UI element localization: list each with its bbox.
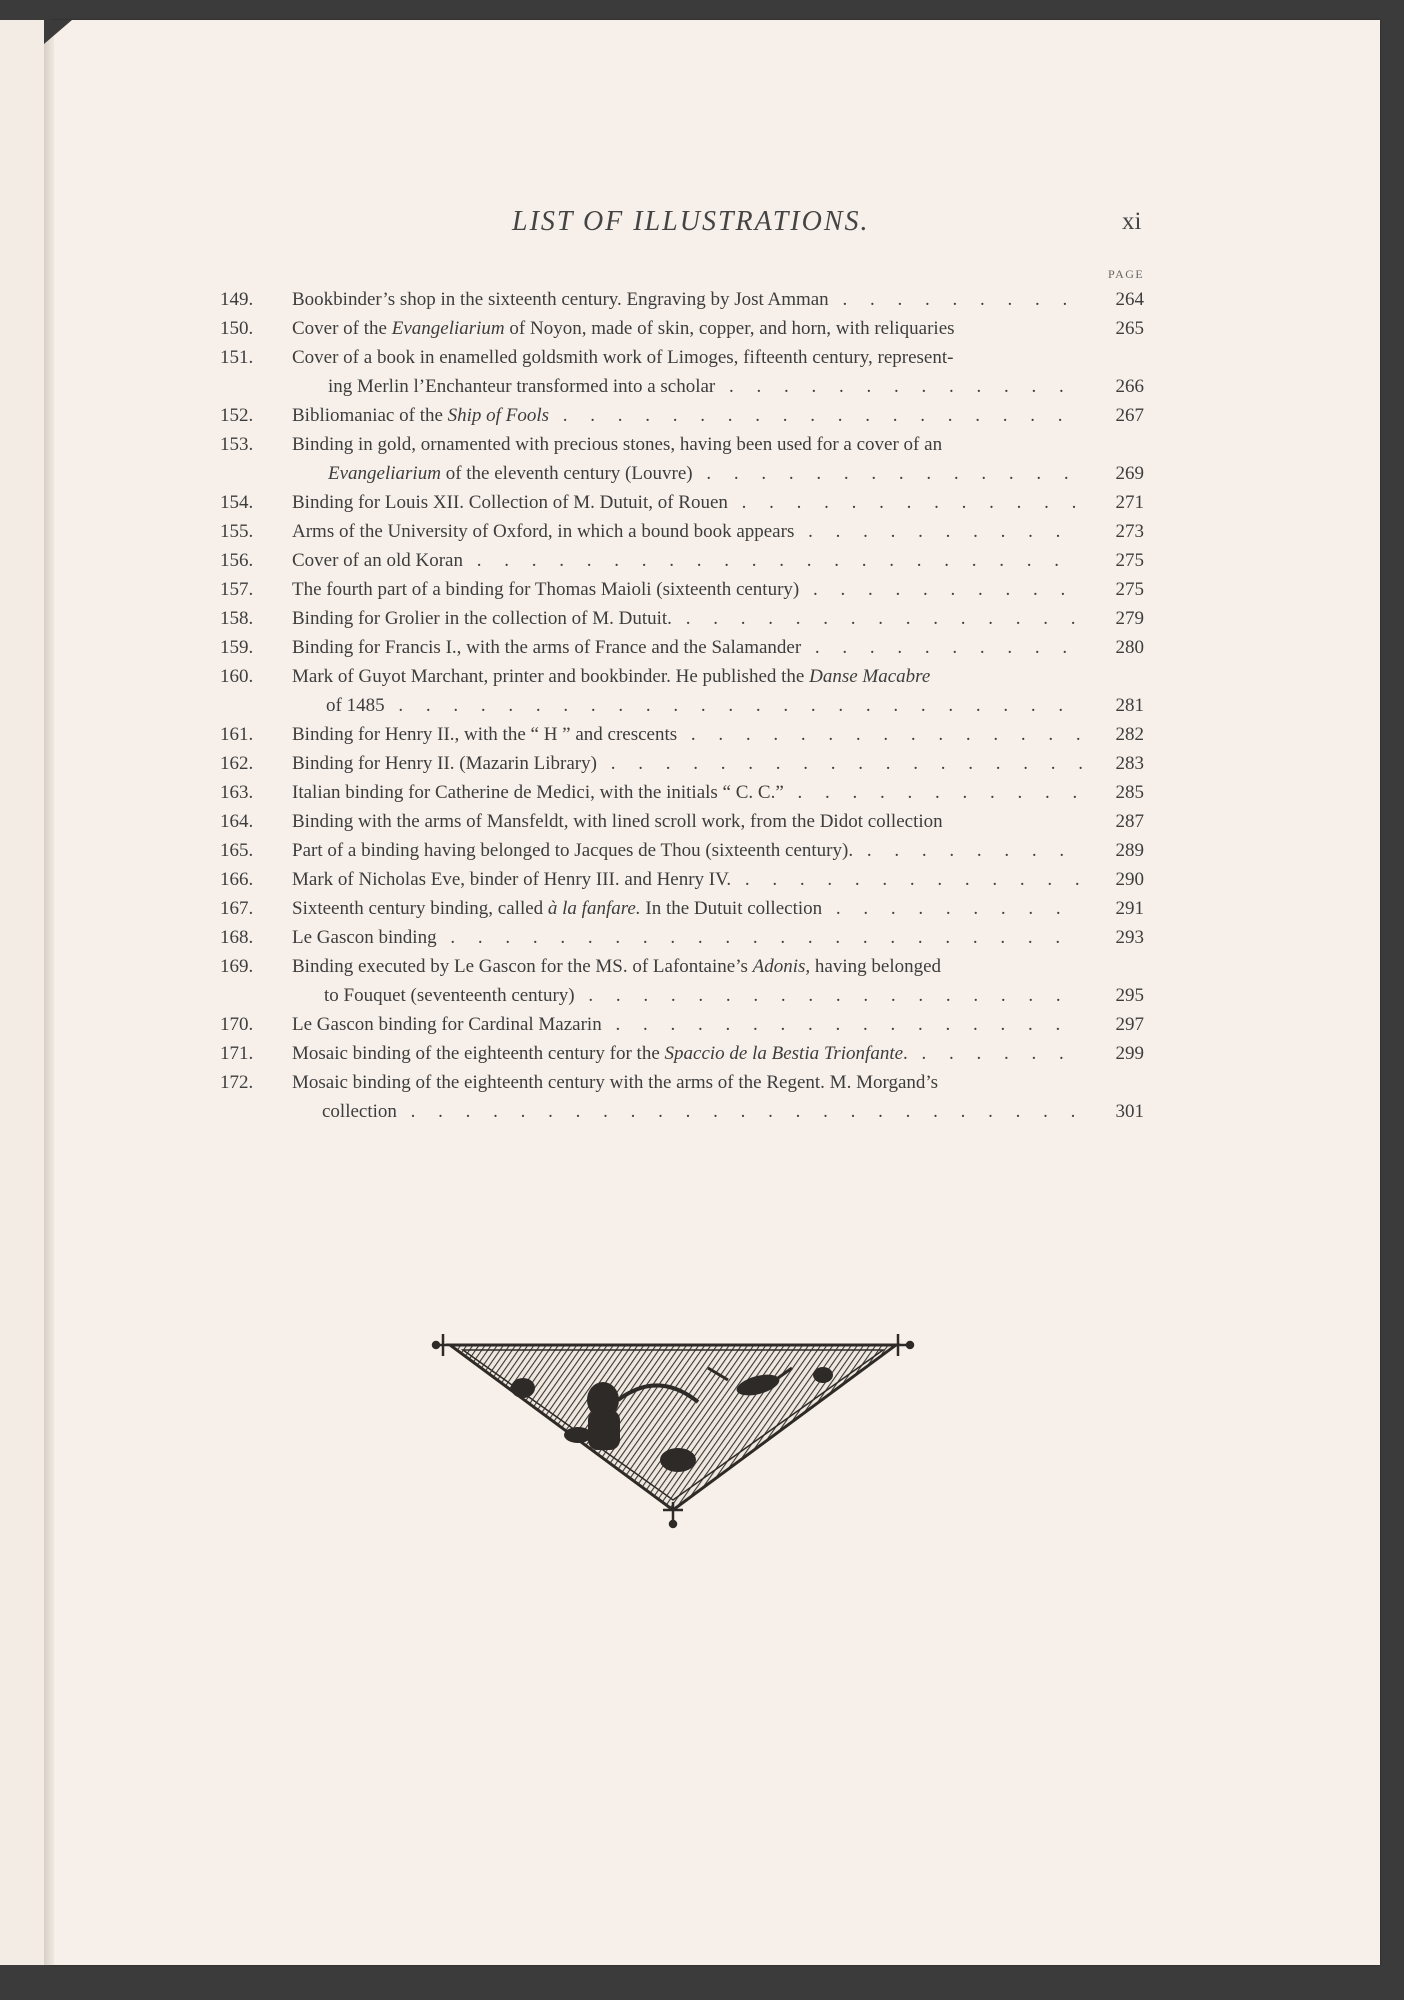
entry-title: Bibliomaniac of the Ship of Fools . . .: [292, 401, 1082, 430]
entry-number: 156.: [220, 550, 254, 571]
entry-page: 299: [1115, 1043, 1144, 1064]
entry-title: Cover of an old Koran . . .: [292, 546, 1082, 575]
list-item: [220, 1068, 1144, 1126]
list-item: [220, 720, 1144, 749]
entry-page: 287: [1115, 811, 1144, 832]
entry-page: 291: [1115, 898, 1144, 919]
entry-title: Part of a binding having belonged to Jacques de Thou (sixteenth century). . . .: [292, 836, 1082, 865]
entry-number: 158.: [220, 608, 254, 629]
entry-number: 172.: [220, 1072, 254, 1093]
entry-number: 168.: [220, 927, 254, 948]
list-item: [220, 401, 1144, 430]
entry-number: 161.: [220, 724, 254, 745]
entry-page: 301: [1115, 1101, 1144, 1122]
entry-title: Binding executed by Le Gascon for the MS. of Lafontaine’s Adonis, having belonged: [292, 956, 942, 977]
list-item: [220, 1039, 1144, 1068]
entry-page: 281: [1115, 695, 1144, 716]
list-item: [220, 1010, 1144, 1039]
entry-number: 162.: [220, 753, 254, 774]
entry-page: 290: [1115, 869, 1144, 890]
entry-page: 271: [1115, 492, 1144, 513]
entry-title: Bookbinder’s shop in the sixteenth century. Engraving by Jost Amman . . .: [292, 285, 1082, 314]
entry-title: Italian binding for Catherine de Medici, with the initials “ C. C.” . . .: [292, 778, 1082, 807]
list-item: [220, 662, 1144, 720]
entry-title: Le Gascon binding . . .: [292, 923, 1082, 952]
entry-title: Binding for Grolier in the collection of M. Dutuit. . . .: [292, 604, 1082, 633]
list-item: [220, 865, 1144, 894]
entry-number: 151.: [220, 347, 254, 368]
entry-title: Binding for Henry II. (Mazarin Library) . . .: [292, 749, 1082, 778]
previous-leaf-edge: [0, 20, 50, 1965]
gutter-shadow: [44, 20, 54, 1965]
entry-page: 297: [1115, 1014, 1144, 1035]
list-item: [220, 749, 1144, 778]
entry-page: 275: [1115, 550, 1144, 571]
entry-title: Binding with the arms of Mansfeldt, with lined scroll work, from the Didot collection: [292, 811, 943, 832]
list-item: [220, 778, 1144, 807]
entry-title-continued: of 1485 . . .: [326, 691, 1082, 720]
entry-title: Binding for Louis XII. Collection of M. Dutuit, of Rouen . . .: [292, 488, 1082, 517]
entry-number: 160.: [220, 666, 254, 687]
entry-number: 159.: [220, 637, 254, 658]
list-item: [220, 285, 1144, 314]
entry-number: 157.: [220, 579, 254, 600]
list-item: [220, 604, 1144, 633]
entry-title: Binding in gold, ornamented with precious stones, having been used for a cover of an: [292, 434, 943, 455]
entry-title: Le Gascon binding for Cardinal Mazarin . . .: [292, 1010, 1082, 1039]
entry-title: Cover of a book in enamelled goldsmith work of Limoges, fifteenth century, represent-: [292, 347, 954, 368]
entry-title: Cover of the Evangeliarium of Noyon, made of skin, copper, and horn, with reliquaries: [292, 318, 955, 339]
entry-page: 285: [1115, 782, 1144, 803]
list-item: [220, 952, 1144, 1010]
entry-title-continued: to Fouquet (seventeenth century) . . .: [324, 981, 1082, 1010]
list-item: [220, 343, 1144, 401]
page-column-label: PAGE: [1108, 267, 1145, 281]
entry-number: 153.: [220, 434, 254, 455]
entry-number: 152.: [220, 405, 254, 426]
tailpiece-ornament: [428, 1330, 918, 1530]
list-item: [220, 836, 1144, 865]
list-item: [220, 894, 1144, 923]
entry-page: 280: [1115, 637, 1144, 658]
entry-title: Mark of Nicholas Eve, binder of Henry III. and Henry IV. . . .: [292, 865, 1082, 894]
entry-number: 163.: [220, 782, 254, 803]
entry-page: 269: [1115, 463, 1144, 484]
entry-title: Mosaic binding of the eighteenth century with the arms of the Regent. M. Morgand’s: [292, 1072, 939, 1093]
entry-number: 170.: [220, 1014, 254, 1035]
page-folio: xi: [1122, 208, 1142, 235]
list-item: [220, 633, 1144, 662]
list-item: [220, 517, 1144, 546]
entry-title: Binding for Henry II., with the “ H ” and crescents . . .: [292, 720, 1082, 749]
entry-number: 164.: [220, 811, 254, 832]
entry-number: 155.: [220, 521, 254, 542]
entry-page: 283: [1115, 753, 1144, 774]
entry-page: 282: [1115, 724, 1144, 745]
entry-title: Binding for Francis I., with the arms of France and the Salamander . . .: [292, 633, 1082, 662]
entry-page: 275: [1115, 579, 1144, 600]
list-item: [220, 923, 1144, 952]
entry-number: 171.: [220, 1043, 254, 1064]
list-item: [220, 430, 1144, 488]
entry-page: 266: [1115, 376, 1144, 397]
entry-title: Mark of Guyot Marchant, printer and bookbinder. He published the Danse Macabre: [292, 666, 931, 687]
entry-page: 273: [1115, 521, 1144, 542]
entry-number: 167.: [220, 898, 254, 919]
entry-page: 289: [1115, 840, 1144, 861]
list-item: [220, 488, 1144, 517]
entry-title: The fourth part of a binding for Thomas Maioli (sixteenth century) . . .: [292, 575, 1082, 604]
entry-number: 166.: [220, 869, 254, 890]
entry-title-continued: ing Merlin l’Enchanteur transformed into a scholar . . .: [328, 372, 1082, 401]
list-item: [220, 575, 1144, 604]
entry-title: Arms of the University of Oxford, in which a bound book appears . . .: [292, 517, 1082, 546]
entry-number: 149.: [220, 289, 254, 310]
entry-number: 165.: [220, 840, 254, 861]
list-item: [220, 807, 1144, 836]
list-item: [220, 546, 1144, 575]
entry-title: Sixteenth century binding, called à la fanfare. In the Dutuit collection . . .: [292, 894, 1082, 923]
entry-page: 265: [1115, 318, 1144, 339]
torn-corner: [44, 20, 72, 44]
entry-number: 150.: [220, 318, 254, 339]
entry-page: 295: [1115, 985, 1144, 1006]
entry-page: 279: [1115, 608, 1144, 629]
list-item: [220, 314, 1144, 343]
entry-title-continued: Evangeliarium of the eleventh century (Louvre) . . .: [328, 459, 1082, 488]
entry-title-continued: collection . . .: [322, 1097, 1082, 1126]
entry-page: 267: [1115, 405, 1144, 426]
running-head: LIST OF ILLUSTRATIONS.: [512, 206, 870, 237]
entry-page: 264: [1115, 289, 1144, 310]
entry-number: 169.: [220, 956, 254, 977]
illustrations-list: [220, 285, 1144, 1126]
entry-page: 293: [1115, 927, 1144, 948]
entry-title: Mosaic binding of the eighteenth century for the Spaccio de la Bestia Trionfante. . . .: [292, 1039, 1082, 1068]
entry-number: 154.: [220, 492, 254, 513]
